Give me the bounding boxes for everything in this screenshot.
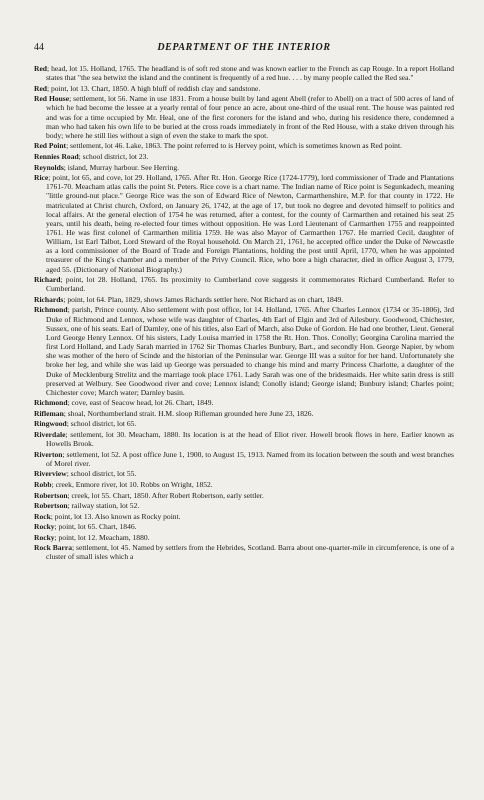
page-number: 44 (34, 42, 44, 53)
entry-text: ; point, lot 64. Plan, 1829, shows James Richards settler here. Not Richard as on chart, 1849. (63, 294, 344, 304)
entry-text: ; point, lot 13. Chart, 1850. A high bluff of reddish clay and sandstone. (47, 83, 261, 93)
entry-text: ; school district, lot 23. (78, 151, 149, 161)
entry-headword: Richards (34, 294, 64, 304)
gazetteer-entry (34, 469, 454, 478)
entry-text: ; point, lot 65, and cove, lot 29. Holland, 1765. After Rt. Hon. George Rice (1724-1779), lord commissioner of Trade and Plantations 1761-70. Meacham atlas calls the point St. Peters. Rice cove is a chart name. The Indian name of Rice point is Segunkadech, meaning "little ground-nut place." George Rice was the son of Edward Rice of Newton, Carmarthenshire, M.P. for that county in 1722. He matriculated at Christ church, Oxford, on January 26, 1742, at the age of 17, but took no degree and devoted himself to politics and local affairs. At the general election of 1754 he was returned, after a contest, for the county of Carmarthen and retained his seat 25 years, until his death, being re-elected four times without opposition. He was Lord Lieutenant of Carmarthen 1755 and reappointed 1761. He was first colonel of Carmarthen militia 1759. He was also Mayor of Carmarthen 1767. He married Cecil, daughter of William, 1st Earl Talbot, Lord Steward of the Royal household. On March 21, 1761, he accepted office under the Duke of Newcastle as a lord commissioner of the Board of Trade and Foreign Plantations, holding the post until April, 1770, when he was appointed treasurer of the King's chamber and a member of the Privy Council. Rice, who bore a high character, died in office August 3, 1779, aged 55. (Dictionary of National Biography.) (46, 173, 454, 274)
entry-headword: Robertson (34, 501, 68, 511)
entry-text: ; cove, east of Seacow head, lot 26. Chart, 1849. (67, 398, 214, 408)
entry-headword: Robertson (34, 490, 68, 500)
gazetteer-entry (34, 84, 454, 93)
gazetteer-entry (34, 512, 454, 521)
entry-text: ; point, lot 13. Also known as Rocky point. (50, 511, 181, 521)
gazetteer-entry (34, 152, 454, 161)
running-head: DEPARTMENT OF THE INTERIOR (157, 42, 331, 53)
gazetteer-entry (34, 163, 454, 172)
gazetteer-entry (34, 295, 454, 304)
entry-headword: Richard (34, 275, 61, 285)
entry-text: ; school district, lot 55. (66, 469, 137, 479)
gazetteer-entry (34, 94, 454, 140)
gazetteer-entry (34, 543, 454, 561)
entry-text: ; creek, Enmore river, lot 10. Robbs on Wright, 1852. (51, 479, 213, 489)
entry-headword: Rock Barra (34, 543, 72, 553)
entry-headword: Richmond (34, 305, 68, 315)
gazetteer-entry (34, 141, 454, 150)
entry-headword: Rocky (34, 522, 55, 532)
entry-headword: Riverview (34, 469, 67, 479)
gazetteer-entry (34, 409, 454, 418)
gazetteer-entry (34, 173, 454, 274)
gazetteer-entry (34, 305, 454, 397)
entry-text: ; settlement, lot 56. Name in use 1831. From a house built by land agent Abell (refer to Abell) on a tract of 500 acres of land of which he had become the lessee at a yearly rental of four pence an acre, about one-third of the usual rent. The house was painted red and was for a time occupied by Mr. Heal, one of the first coroners for the island and who, during his residence there, condemned a man who had taken his own life to be buried at the cross roads immediately in front of the Red House, with a stake driven through his body; where he still lies without a sign of even the stake to mark the spot. (46, 94, 454, 140)
entry-text: ; settlement, lot 46. Lake, 1863. The point referred to is Hervey point, which is sometimes known as Red point. (66, 141, 402, 151)
gazetteer-entry (34, 491, 454, 500)
gazetteer-entry (34, 480, 454, 489)
gazetteer-entry (34, 275, 454, 293)
entry-headword: Robb (34, 479, 52, 489)
entry-headword: Ringwood (34, 419, 67, 429)
entry-headword: Rocky (34, 532, 55, 542)
entry-text: ; settlement, lot 30. Meacham, 1880. Its location is at the head of Eliot river. Howell brook flows in here. Earlier known as Howells Brook. (46, 430, 454, 449)
entry-text: ; railway station, lot 52. (67, 501, 140, 511)
entry-text: ; school district, lot 65. (66, 419, 137, 429)
entry-headword: Rennies Road (34, 151, 79, 161)
entry-text: ; parish, Prince county. Also settlement with post office, lot 14. Holland, 1765. After Charles Lennox (1734 or 35-1806), 3rd Duke of Richmond and Lennox, whose wife was daughter of Charles, 4th Earl of Elgin and 3rd of Ailesbury. Goodwood, Chichester, Sussex, one of his seats. Earl of Darnley, one of his titles, also Earl of March, also Duke of Gordon. He had one brother, Lieut. General Lord George Henry Lennox. Of his sisters, Lady Louisa married in 1758 the Rt. Hon. Thos. Conolly; Georgina Carolina married the first Lord Holland, and Lady Sarah married in 1762 Sir Thomas Charles Bunbury, Bart., and secondly Hon. George Napier, by whom she was mother of the hero of Scinde and the historian of the Peninsular war. George III was a suitor for her hand. Unfortunately she broke her leg, and while she was laid up George was persuaded to change his mind and marry Princess Charlotte, a daughter of the Duke of Mecklenburg Strelitz and the marriage took place 1761. Lady Sarah was one of the bridesmaids. Her white satin dress is still preserved at Welbury. See Goodwood river and cove; Lennox island; Conolly island; George island; Bunbury island; Charles point; Chichester cove; March water; Darnley basin. (46, 305, 454, 397)
entry-text: ; creek, lot 55. Chart, 1850. After Robert Robertson, early settler. (67, 490, 264, 500)
entry-text: ; head, lot 15. Holland, 1765. The headland is of soft red stone and was known earlier to the French as cap Rouge. In a report Holland states that "the sea betwixt the island and the continent is frequently of a red hue. . . . by many people called the Red sea." (46, 64, 454, 83)
gazetteer-entry (34, 419, 454, 428)
gazetteer-entry (34, 398, 454, 407)
entry-headword: Reynolds (34, 162, 64, 172)
entry-text: ; island, Murray harbour. See Herring. (63, 162, 180, 172)
entry-headword: Rice (34, 173, 49, 183)
entry-text: ; shoal, Northumberland strait. H.M. sloop Rifleman grounded here June 23, 1826. (63, 408, 314, 418)
entry-text: ; point, lot 65. Chart, 1846. (54, 522, 137, 532)
entry-headword: Red House (34, 94, 70, 104)
gazetteer-entry (34, 450, 454, 468)
entry-text: ; settlement, lot 52. A post office June 1, 1900, to August 15, 1913. Named from its location between the south and west branches of Morel river. (46, 449, 454, 468)
gazetteer-entry (34, 522, 454, 531)
entry-headword: Red (34, 83, 47, 93)
entry-headword: Red Point (34, 141, 67, 151)
entry-headword: Riverton (34, 449, 63, 459)
entry-text: ; point, lot 12. Meacham, 1880. (54, 532, 150, 542)
gazetteer-entry (34, 64, 454, 82)
entry-text: ; point, lot 28. Holland, 1765. Its proximity to Cumberland cove suggests it commemorates Richard Cumberland. Refer to Cumberland. (46, 275, 454, 294)
entry-headword: Red (34, 64, 47, 73)
gazetteer-entry (34, 533, 454, 542)
page-header (34, 42, 454, 58)
gazetteer-entry (34, 501, 454, 510)
entry-headword: Richmond (34, 398, 68, 408)
gazetteer-entry (34, 430, 454, 448)
entry-text: ; settlement, lot 45. Named by settlers from the Hebrides, Scotland. Barra about one-quarter-mile in circumference, is one of a cluster of small isles which a (46, 543, 454, 562)
entry-headword: Rock (34, 511, 51, 521)
entry-headword: Rifleman (34, 408, 64, 418)
gazetteer-entries (34, 64, 454, 562)
entry-headword: Riverdale (34, 430, 66, 440)
